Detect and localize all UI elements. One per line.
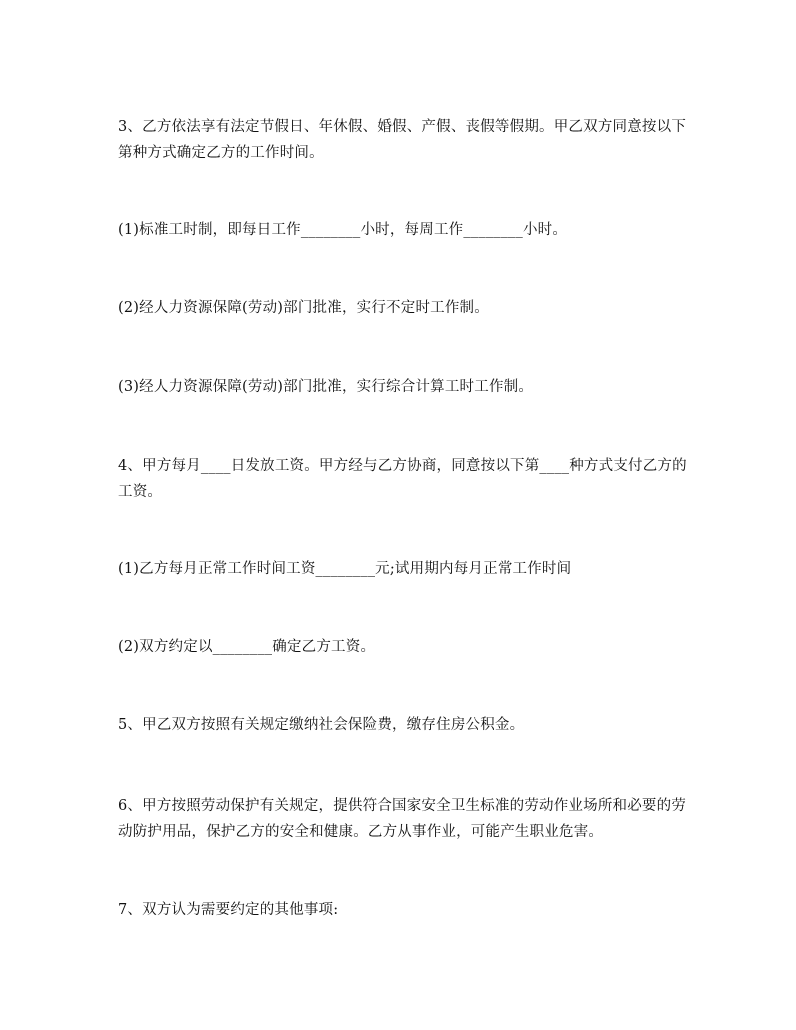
clause-3-option-3: (3)经人力资源保障(劳动)部门批准，实行综合计算工时工作制。 [118,379,534,395]
clause-4-option-1: (1)乙方每月正常工作时间工资________元;试用期内每月正常工作时间 [118,561,572,577]
clause-3-option-1: (1)标准工时制，即每日工作________小时，每周工作________小时。 [118,222,568,238]
clause-5-insurance: 5、甲乙双方按照有关规定缴纳社会保险费，缴存住房公积金。 [118,717,525,733]
clause-7-other-matters: 7、双方认为需要约定的其他事项: [118,902,339,918]
clause-3-option-2: (2)经人力资源保障(劳动)部门批准，实行不定时工作制。 [118,300,489,316]
clause-4-option-2: (2)双方约定以________确定乙方工资。 [118,639,376,655]
clause-4-wages: 4、甲方每月____日发放工资。甲方经与乙方协商，同意按以下第____种方式支付乙方的工资。 [118,458,687,500]
clause-6-labor-protection: 6、甲方按照劳动保护有关规定，提供符合国家安全卫生标准的劳动作业场所和必要的劳动防护用品，保护乙方的安全和健康。乙方从事作业，可能产生职业危害。 [118,798,687,840]
clause-3-holidays: 3、乙方依法享有法定节假日、年休假、婚假、产假、丧假等假期。甲乙双方同意按以下第种方式确定乙方的工作时间。 [118,119,687,161]
